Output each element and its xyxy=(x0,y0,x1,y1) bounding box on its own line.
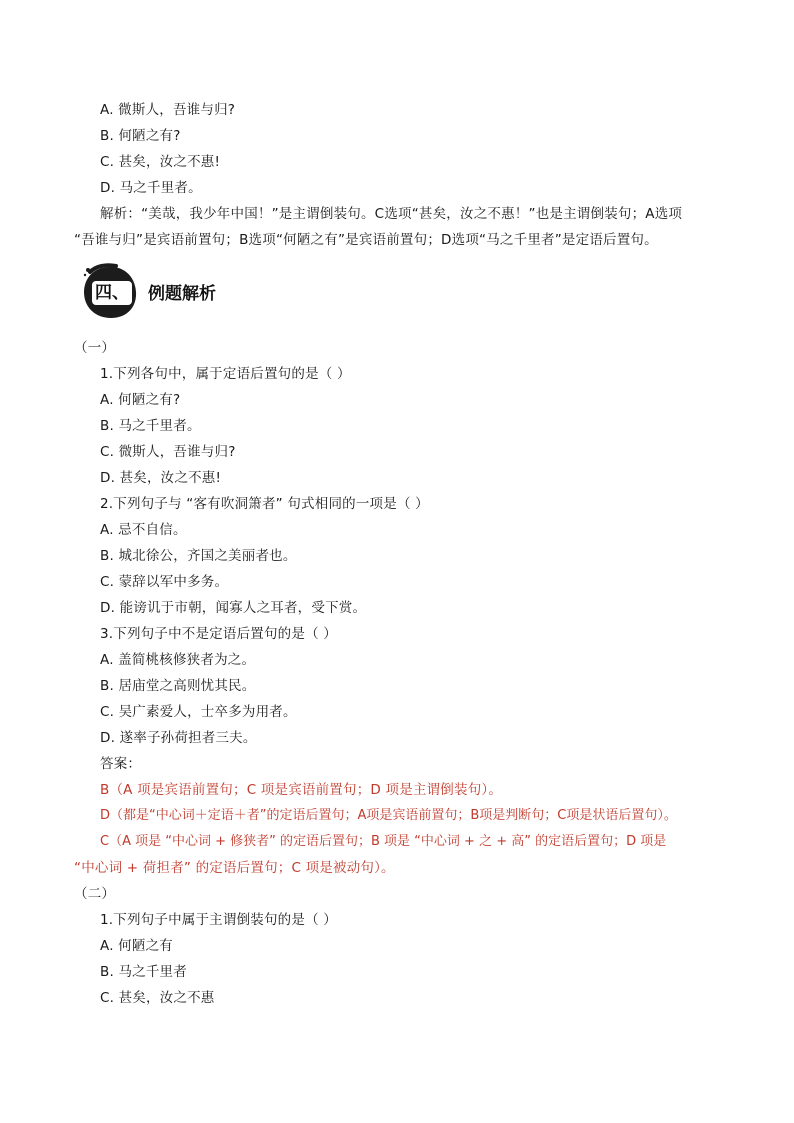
analysis-line-2: “吾谁与归”是宾语前置句；B选项“何陋之有”是宾语前置句；D选项“马之千里者”是定语后置句。 xyxy=(74,232,658,248)
q3-option-a: A. 盖简桃核修狭者为之。 xyxy=(100,652,256,668)
part2-label: （二） xyxy=(74,886,116,902)
answer-2: D（都是“中心词＋定语＋者”的定语后置句；A项是宾语前置句；B项是判断句；C项是状语后置句）。 xyxy=(100,808,677,823)
p2-q1-option-b: B. 马之千里者 xyxy=(100,964,187,980)
q1-option-a: A. 何陋之有? xyxy=(100,392,181,408)
top-option-c: C. 甚矣，汝之不惠! xyxy=(100,154,221,170)
q1-option-c: C. 微斯人，吾谁与归? xyxy=(100,444,236,460)
q1-option-b: B. 马之千里者。 xyxy=(100,418,201,434)
answer-3-line-2: “中心词 + 荷担者” 的定语后置句；C 项是被动句）。 xyxy=(74,860,395,876)
q2-option-d: D. 能谤讥于市朝，闻寡人之耳者，受下赏。 xyxy=(100,600,367,616)
answer-3-line-1: C（A 项是 “中心词 + 修狭者” 的定语后置句；B 项是 “中心词 + 之 + 高” 的定语后置句；D 项是 xyxy=(100,834,667,849)
p2-q1-stem: 1.下列句子中属于主谓倒装句的是（ ） xyxy=(100,912,337,928)
section-heading xyxy=(80,262,340,322)
section-title: 例题解析 xyxy=(148,284,216,304)
q3-option-b: B. 居庙堂之高则忧其民。 xyxy=(100,678,256,694)
q3-option-c: C. 吴广素爱人，士卒多为用者。 xyxy=(100,704,297,720)
q2-option-b: B. 城北徐公，齐国之美丽者也。 xyxy=(100,548,297,564)
answer-1: B（A 项是宾语前置句；C 项是宾语前置句；D 项是主谓倒装句）。 xyxy=(100,782,503,798)
q3-option-d: D. 遂率子孙荷担者三夫。 xyxy=(100,730,257,746)
q2-stem: 2.下列句子与 “客有吹洞箫者” 句式相同的一项是（ ） xyxy=(100,496,429,512)
q3-stem: 3.下列句子中不是定语后置句的是（ ） xyxy=(100,626,337,642)
top-option-a: A. 微斯人，吾谁与归? xyxy=(100,102,236,118)
top-option-b: B. 何陋之有? xyxy=(100,128,181,144)
analysis-line-1: 解析：“美哉，我少年中国！”是主谓倒装句。C选项“甚矣，汝之不惠！”也是主谓倒装句；A选项 xyxy=(100,206,683,222)
p2-q1-option-a: A. 何陋之有 xyxy=(100,938,173,954)
q2-option-c: C. 蒙辞以军中多务。 xyxy=(100,574,229,590)
part1-label: （一） xyxy=(74,340,116,356)
section-number: 四、 xyxy=(92,281,132,305)
p2-q1-option-c: C. 甚矣，汝之不惠 xyxy=(100,990,215,1006)
q2-option-a: A. 忌不自信。 xyxy=(100,522,187,538)
q1-option-d: D. 甚矣，汝之不惠! xyxy=(100,470,222,486)
q1-stem: 1.下列各句中，属于定语后置句的是（ ） xyxy=(100,366,351,382)
answer-label: 答案： xyxy=(100,756,142,772)
top-option-d: D. 马之千里者。 xyxy=(100,180,202,196)
